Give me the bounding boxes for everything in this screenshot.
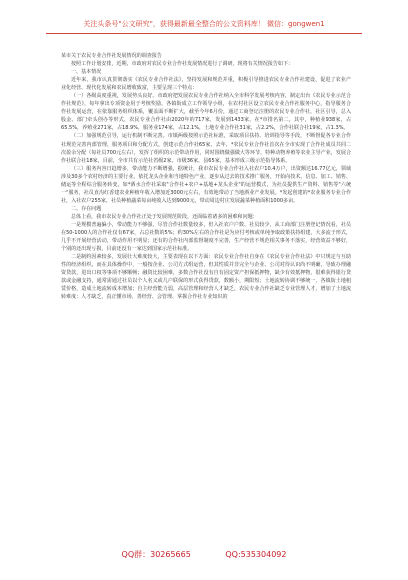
promo-banner: 关注头条号"公文研究"，获得最新最全整合的公文资料库！ 微信：gongwen1	[83, 20, 325, 28]
paragraph: （一）各级高度重视，发展势头良好。市政府把发展农民专业合作社纳入全市科学发展考核内容，制定出台《农民专业示范合作社规范》，每年拿出专项资金用于考核奖励，各镇街成立工作领导小组，在农村社区设立农民专业合作社服务中心，指导服务合作社发展运营，在依靠服务组织体系，覆盖面不断扩大，截至今年6月份，通过工商登记注册的农民专业合作社，社区引导，总入股金、部门牵头创办等形式，农民专业合作社由2020年的717家，发展到1433家，在*市排名第二，其中，种植业938家，占65.5%，养殖业271家，占18.9%，服务业174家，占12.1%，土地专业合作社31家，占2.2%，合作社联合社19家，占1.3%。	[61, 93, 351, 132]
banner-divider	[46, 33, 362, 34]
paragraph: （二）加强规范引导，运行机制不断完善。市镇两级按照示范社标准，采取项目扶持、培训指导等手段，不断督促各专业合作社规范完善内部管理，服务项目和分配方式，创建示范合作社65家，去年，*农民专业合作社首次在全市实现了合作社成员共同二次盈余分配（每社员700元左右），发挥了组织的示范带动作用，同时围绕做强做大等环节，特种动物养殖等农业主导产业，发展合作社联合社18家，目前，全市共有示范社省级2家、市级36家，县65家，基本形成三级示范指导体系。	[61, 133, 351, 164]
paragraph: 一是规模普遍偏小，带动能力不够强，尽管合作社数量较多，但入社农户户数、社员较少，从工商部门注册登记情况看，社员在50-1000人的合作社仅有67家，占总社数的5%；约30%左右的合作社是为应付考核或单纯争取政策扶持组建，大多流于形式，几乎不开展经营活动，带动作用不明显；还有的合作社内部监督制度不完善，生产经营不规范相关事务不落实，经营效益不够好，个别的还出现亏损，目前还没有一家达到国家示范社标准。	[61, 221, 351, 253]
paragraph: 二是制约因素较多，发展壮大难度较大，主要表现在以下方面：农民专业合作社自身在《农民专业合作社法》中只规定与互助性的经济组织，而在具体操作中，一般按企业、公司方式组运营，但其性质并非完全与企业、公司对待认识尚不明确，导致办理融资贷款，进出口权等事项不够顺畅；融资比较困难，多数合作社没有自有固定资产担保抵押物，缺少有效抵押物，很难获得银行贷款或金融支持，通常需通过社员以个人名义或几户联保的形式获得贷款，数额小，期限短；土地流转协调不够统一，各镇街土地租赁价格，造成土地流转成本增加；自主经营能力弱，高层管理和经营人才缺乏，农民专业合作社缺乏专业管理人才，增加了土地流转难度：人才缺乏，真正懂市场、善经营、会管理、掌握合作社专业知识的	[61, 254, 351, 301]
intro-paragraph: 按照工作计划安排，近期，市政府对农民专业合作社发展情况进行了调研，现将有关情况报告如下：	[71, 61, 294, 68]
report-title: 某市关于农民专业合作社发展情况的调查报告	[61, 53, 162, 59]
contact-footer	[0, 549, 408, 560]
paragraph: 近年来，我市认真贯彻落实《农民专业合作社法》，坚持发展和规范并重，积极引导推进农民专业合作社建设，促进了农业产业化经营、现代化发展和农民增收致富，主要呈现三个特点：	[61, 77, 351, 92]
section-heading-basic: 一、基本情况	[71, 69, 102, 76]
paragraph: （三）服务内容日趋增多，带动能力不断增强，据统计，我市农民专业合作社入社农户10.4万户，出资额达16.77亿元，领域涉及30多个农村经济的主要行业，依托龙头企业和当地特色产业，逐步从过去的技术推广服务，开始向技术、信息、加工、销售、储运等全程综合服务转变，如*酒水合作社采取"合作社+农户+基地+龙头企业"的运营模式，为社员提供生产资料、销售等"六统一"服务，社员直沟红香建农业种植年收入增加近3000元左右，有效地带动了当地酒业产业发展。*发起创建的*农业服务专业合作社，入社农户255家，社员种植蔬菜每亩纯收入达到9000元，带动周边村庄发展蔬菜种植面积1000多亩。	[61, 165, 351, 204]
qq-text: QQ:535304092	[225, 550, 287, 559]
qq-group-text: QQ群：30265665	[121, 550, 191, 559]
section-heading-problems: 二、存在问题	[71, 205, 102, 212]
report-body	[61, 52, 351, 301]
paragraph: 总体上看，我市农民专业合作社正处于发展规范阶段，还面临着诸多的困难和问题：	[71, 213, 258, 220]
